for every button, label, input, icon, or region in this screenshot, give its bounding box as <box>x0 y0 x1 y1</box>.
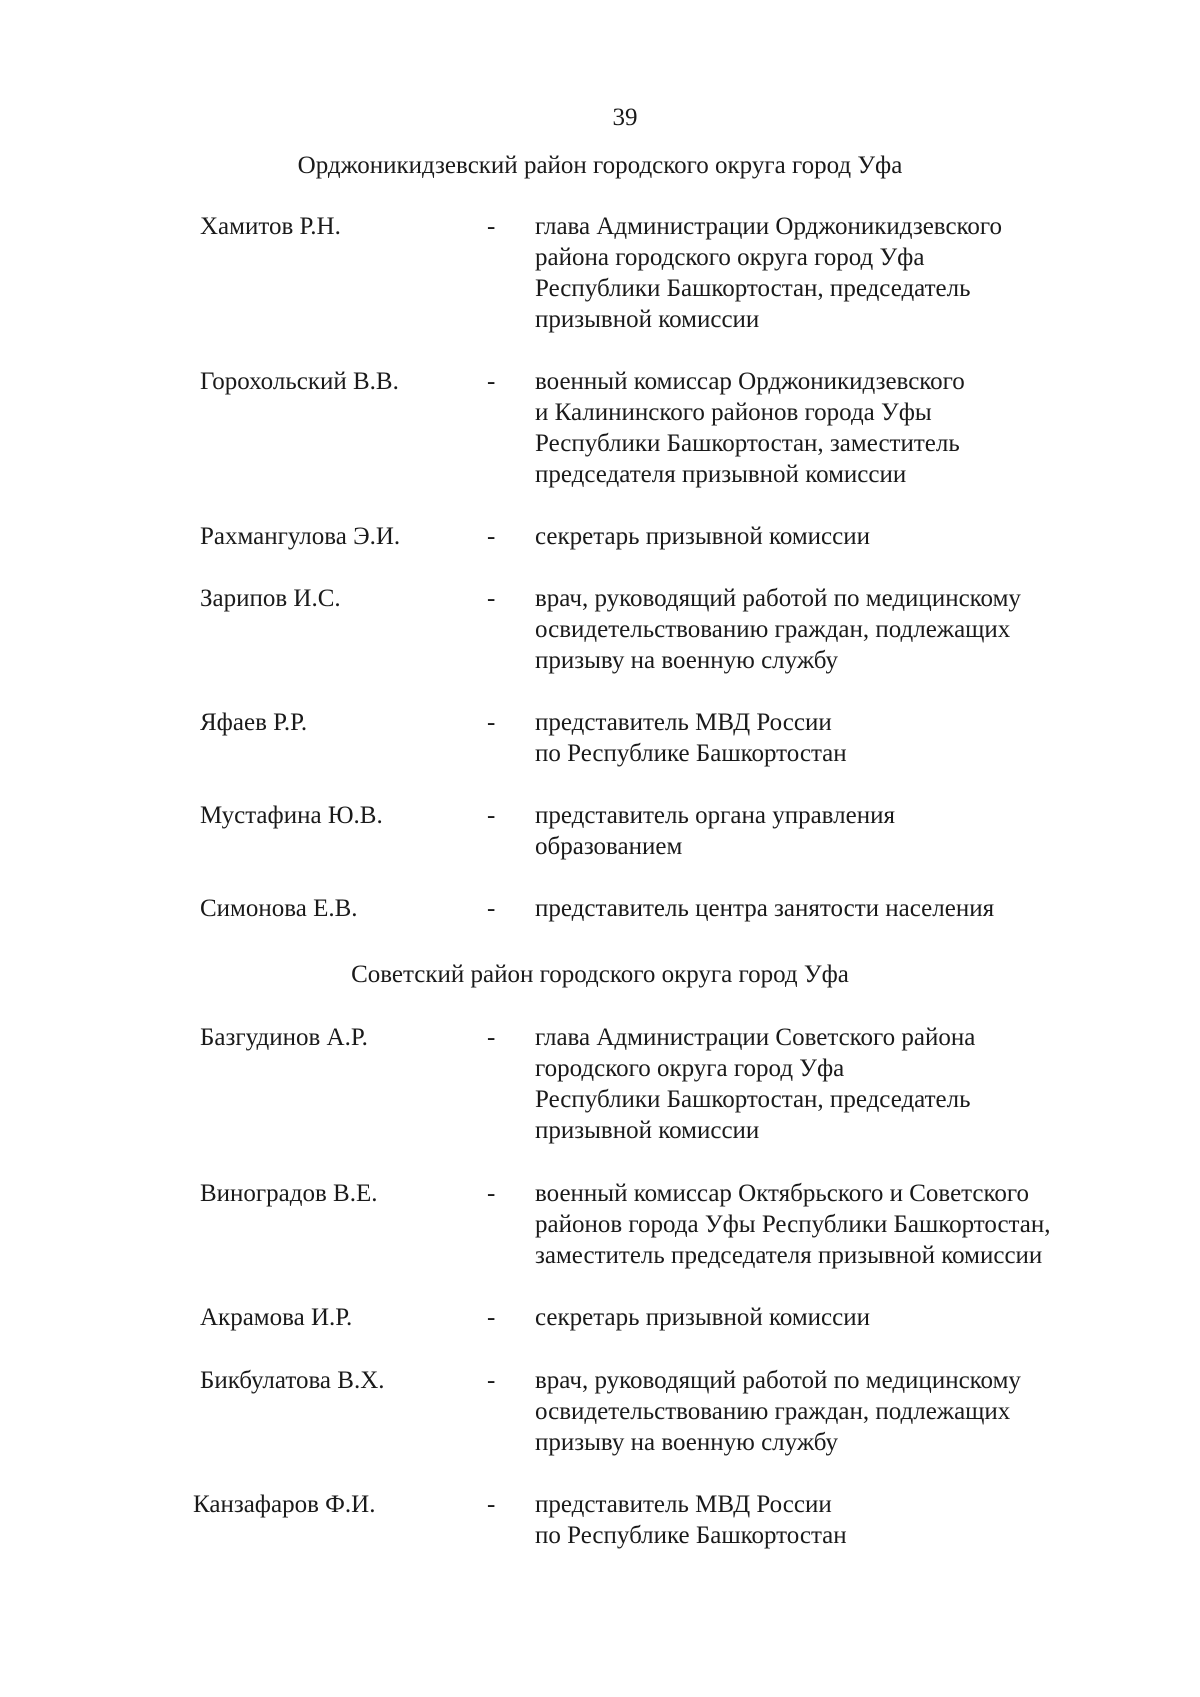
role-line: врач, руководящий работой по медицинскому <box>535 1367 1021 1394</box>
dash-separator: - <box>487 1367 496 1394</box>
member-name: Горохольский В.В. <box>200 368 399 395</box>
member-role <box>535 893 1115 924</box>
role-line: врач, руководящий работой по медицинскому <box>535 585 1021 612</box>
role-line: председателя призывной комиссии <box>535 461 907 488</box>
member-name: Бикбулатова В.Х. <box>200 1367 385 1394</box>
dash-separator: - <box>487 802 496 829</box>
role-line: представитель МВД России <box>535 709 832 736</box>
member-name: Акрамова И.Р. <box>200 1304 353 1331</box>
member-role <box>535 583 1115 676</box>
dash-separator: - <box>487 1024 496 1051</box>
dash-separator: - <box>487 585 496 612</box>
member-name: Симонова Е.В. <box>200 895 358 922</box>
member-name: Виноградов В.Е. <box>200 1180 378 1207</box>
member-name: Канзафаров Ф.И. <box>193 1491 376 1518</box>
role-line: призыву на военную службу <box>535 647 839 674</box>
member-role <box>535 707 1115 769</box>
role-line: Республики Башкортостан, председатель <box>535 275 971 302</box>
page-number: 39 <box>612 104 638 131</box>
dash-separator: - <box>487 368 496 395</box>
member-role <box>535 1365 1115 1458</box>
role-line: освидетельствованию граждан, подлежащих <box>535 616 1011 643</box>
role-line: Республики Башкортостан, заместитель <box>535 430 960 457</box>
member-role <box>535 1489 1115 1551</box>
role-line: глава Администрации Советского района <box>535 1024 976 1051</box>
member-name: Базгудинов А.Р. <box>200 1024 368 1051</box>
member-role <box>535 800 1115 862</box>
role-line: по Республике Башкортостан <box>535 740 847 767</box>
role-line: военный комиссар Орджоникидзевского <box>535 368 965 395</box>
role-line: представитель органа управления <box>535 802 895 829</box>
dash-separator: - <box>487 213 496 240</box>
role-line: и Калининского районов города Уфы <box>535 399 932 426</box>
role-line: секретарь призывной комиссии <box>535 523 871 550</box>
member-role <box>535 1178 1115 1271</box>
role-line: призывной комиссии <box>535 306 760 333</box>
member-name: Рахмангулова Э.И. <box>200 523 401 550</box>
role-line: глава Администрации Орджоникидзевского <box>535 213 1003 240</box>
dash-separator: - <box>487 1304 496 1331</box>
dash-separator: - <box>487 709 496 736</box>
role-line: района городского округа город Уфа <box>535 244 925 271</box>
member-role <box>535 1022 1115 1146</box>
role-line: по Республике Башкортостан <box>535 1522 847 1549</box>
member-role <box>535 1302 1115 1333</box>
role-line: заместитель председателя призывной комиссии <box>535 1242 1043 1269</box>
member-name: Яфаев Р.Р. <box>200 709 308 736</box>
role-line: призыву на военную службу <box>535 1429 839 1456</box>
role-line: секретарь призывной комиссии <box>535 1304 871 1331</box>
section-heading-ordzhonikidzevsky: Орджоникидзевский район городского округа город Уфа <box>297 152 903 179</box>
role-line: военный комиссар Октябрьского и Советского <box>535 1180 1029 1207</box>
member-role <box>535 366 1115 490</box>
role-line: образованием <box>535 833 683 860</box>
role-line: Республики Башкортостан, председатель <box>535 1086 971 1113</box>
member-role <box>535 521 1115 552</box>
member-name: Мустафина Ю.В. <box>200 802 383 829</box>
role-line: городского округа город Уфа <box>535 1055 845 1082</box>
member-role <box>535 211 1115 335</box>
section-heading-sovetsky: Советский район городского округа город Уфа <box>351 961 849 988</box>
role-line: представитель центра занятости населения <box>535 895 995 922</box>
dash-separator: - <box>487 523 496 550</box>
dash-separator: - <box>487 1491 496 1518</box>
role-line: представитель МВД России <box>535 1491 832 1518</box>
role-line: призывной комиссии <box>535 1117 760 1144</box>
member-name: Хамитов Р.Н. <box>200 213 341 240</box>
role-line: освидетельствованию граждан, подлежащих <box>535 1398 1011 1425</box>
dash-separator: - <box>487 1180 496 1207</box>
member-name: Зарипов И.С. <box>200 585 341 612</box>
role-line: районов города Уфы Республики Башкортостан, <box>535 1211 1051 1238</box>
dash-separator: - <box>487 895 496 922</box>
